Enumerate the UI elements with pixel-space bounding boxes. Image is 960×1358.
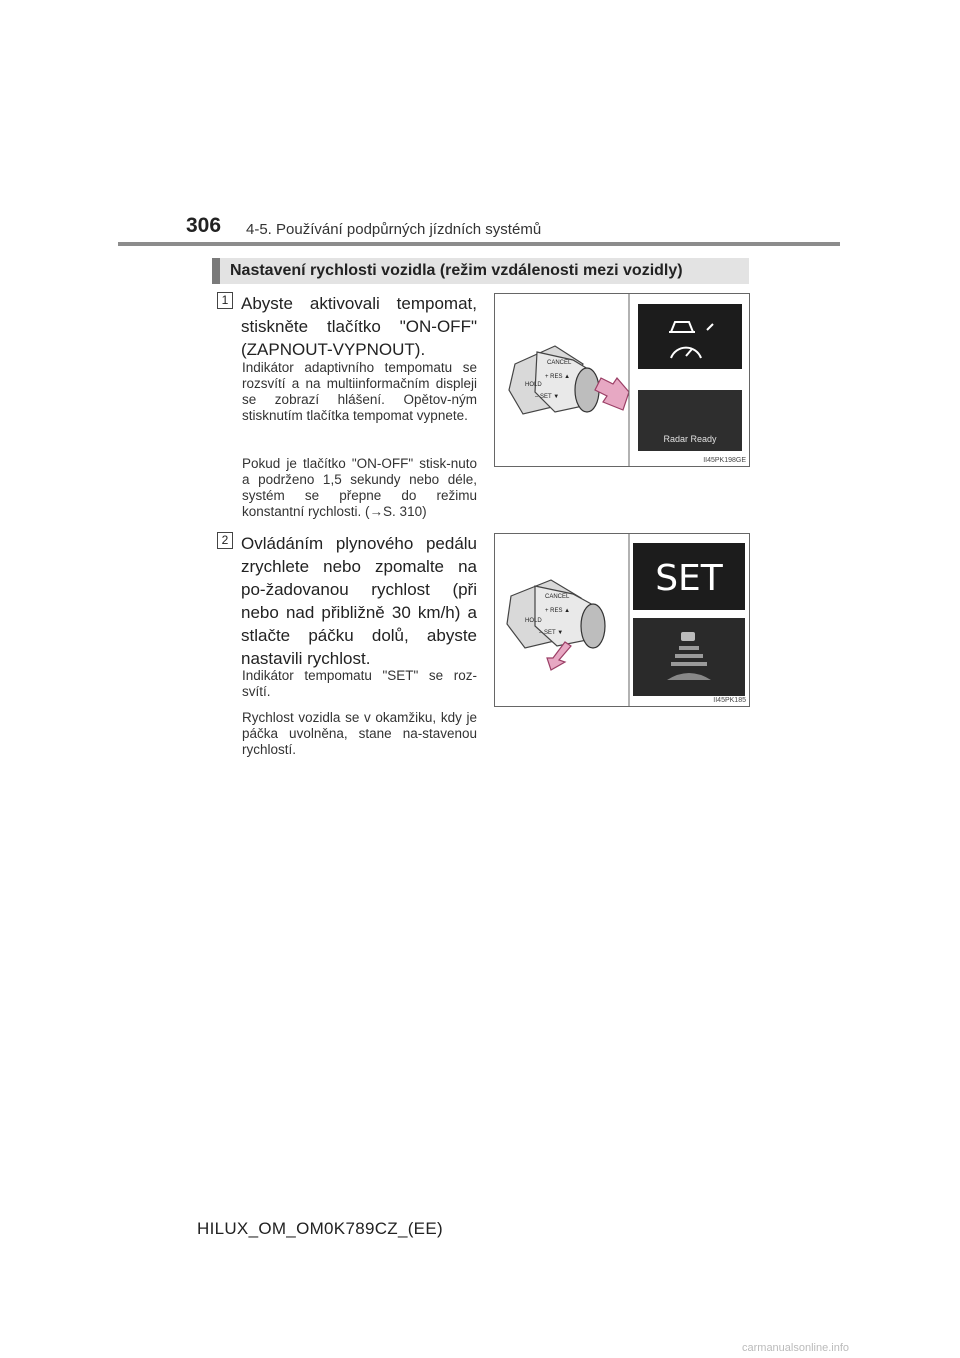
- step-1-note-2: Pokud je tlačítko "ON-OFF" stisk-nuto a podrženo 1,5 sekundy nebo déle, systém se přepne do režimu konstantní rychlosti. (→S. 310): [242, 456, 477, 519]
- section-heading: Nastavení rychlosti vozidla (režim vzdálenosti mezi vozidly): [212, 258, 749, 284]
- chapter-title: 4-5. Používání podpůrných jízdních systémů: [246, 221, 542, 238]
- figure-1-illustration: [495, 294, 749, 466]
- step-1-note-1: Indikátor adaptivního tempomatu se rozsvítí a na multiinformačním displeji se zobrazí hlášení. Opětov-ným stisknutím tlačítka tempomat vypnete.: [242, 360, 477, 423]
- header-divider: [118, 242, 840, 246]
- step-2-note-1: Indikátor tempomatu "SET" se roz-svítí.: [242, 668, 477, 699]
- watermark: carmanualsonline.info: [742, 1342, 850, 1354]
- set-display-text: SET: [655, 558, 723, 599]
- lever-2-label-res: + RES ▲: [545, 608, 571, 614]
- lever-label-res: + RES ▲: [545, 374, 571, 380]
- cruise-control-lever: [509, 346, 599, 414]
- step-1-number: 1: [217, 292, 233, 309]
- figure-1: [494, 293, 750, 467]
- figure-2-code: II45PK185: [713, 697, 746, 704]
- lever-label-cancel: CANCEL: [547, 360, 572, 366]
- press-arrow-icon: [595, 378, 629, 410]
- step-2-instruction: Ovládáním plynového pedálu zrychlete nebo zpomalte na po-žadovanou rychlost (při nebo nad přibližně 30 km/h) a stlačte páčku dolů, abyste nastavili rychlost.: [241, 534, 477, 668]
- radar-ready-text: Radar Ready: [663, 434, 717, 444]
- figure-2: [494, 533, 750, 707]
- cruise-control-lever-2: [507, 580, 605, 648]
- lever-2-label-set: – SET ▼: [539, 630, 564, 636]
- lever-2-label-hold: HOLD: [525, 618, 542, 624]
- lever-label-hold: HOLD: [525, 382, 542, 388]
- lever-label-set: – SET ▼: [535, 394, 560, 400]
- figure-2-illustration: [495, 534, 749, 706]
- figure-1-code: II45PK198GE: [703, 457, 746, 464]
- step-2-note-2: Rychlost vozidla se v okamžiku, kdy je páčka uvolněna, stane na-stavenou rychlostí.: [242, 710, 477, 757]
- lever-2-label-cancel: CANCEL: [545, 594, 570, 600]
- step-1-instruction: Abyste aktivovali tempomat, stiskněte tlačítko "ON-OFF" (ZAPNOUT-VYPNOUT).: [241, 294, 477, 359]
- cruise-indicator-display: [638, 304, 742, 369]
- footer-doc-id: HILUX_OM_OM0K789CZ_(EE): [197, 1219, 443, 1238]
- step-2-number: 2: [217, 532, 233, 549]
- page-number: 306: [186, 214, 222, 237]
